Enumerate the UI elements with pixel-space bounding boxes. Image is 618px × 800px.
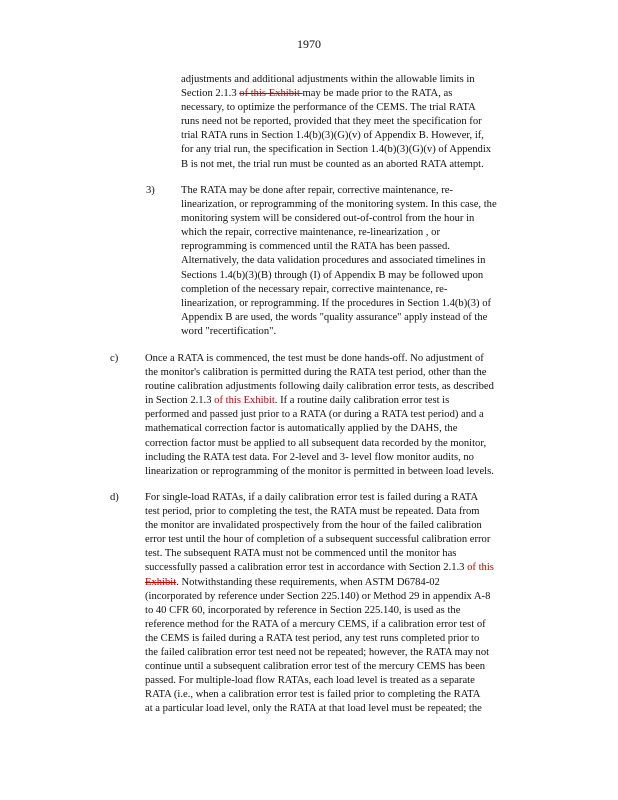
text-line xyxy=(145,632,536,646)
text-run: continue until a subsequent calibration error test of the mercury CEMS has been xyxy=(145,661,486,673)
text-run: at a particular load level, only the RATA at that load level must be repeated; the xyxy=(145,703,482,715)
item-c-marker: c) xyxy=(110,353,119,364)
text-run: which the repair, corrective maintenance, re-linearization , or xyxy=(181,227,440,239)
text-run: linearization, or reprogramming of the monitoring system. In this case, the xyxy=(181,199,497,211)
text-line xyxy=(181,212,534,226)
text-run: the monitor are invalidated prospectively from the hour of the failed calibration xyxy=(145,520,482,532)
text-line xyxy=(181,115,530,129)
text-line xyxy=(181,254,534,268)
text-line xyxy=(145,547,536,561)
text-run: reference method for the RATA of a mercury CEMS, if a calibration error test of xyxy=(145,618,486,630)
text-line xyxy=(145,451,536,465)
text-line xyxy=(181,87,530,101)
text-run: necessary, to optimize the performance of the CEMS. The trial RATA xyxy=(181,102,476,114)
text-run: The RATA may be done after repair, corrective maintenance, re- xyxy=(181,185,453,196)
item-d-marker: d) xyxy=(110,492,119,503)
text-line xyxy=(181,184,534,198)
text-line xyxy=(181,240,534,254)
text-run: . Notwithstanding these requirements, when ASTM D6784-02 xyxy=(176,576,440,588)
text-run: the monitor's calibration is permitted during the RATA test period, other than the xyxy=(145,367,487,379)
text-line xyxy=(145,618,536,632)
item-c-paragraph xyxy=(145,352,536,479)
text-run: Section 2.1.3 xyxy=(181,88,240,100)
text-run: Appendix B are used, the words "quality assurance" apply instead of the xyxy=(181,311,488,323)
text-line xyxy=(145,688,536,702)
text-run: to 40 CFR 60, incorporated by reference in Section 225.140, is used as the xyxy=(145,604,461,616)
text-line xyxy=(145,660,536,674)
text-line xyxy=(181,269,534,283)
text-line xyxy=(181,101,530,115)
text-run: performed and passed just prior to a RATA (or during a RATA test period) and a xyxy=(145,409,484,421)
text-run: monitoring system will be considered out-of-control from the hour in xyxy=(181,213,475,225)
text-run: RATA (i.e., when a calibration error test is failed prior to completing the RATA xyxy=(145,689,481,701)
text-run: error test until the hour of completion of a subsequent successful calibration error xyxy=(145,534,491,546)
text-line xyxy=(145,702,536,716)
text-line xyxy=(145,422,536,436)
inserted-text: of this xyxy=(467,562,494,574)
item-d-paragraph xyxy=(145,491,536,717)
text-line xyxy=(181,129,530,143)
text-run: Alternatively, the data validation procedures and associated timelines in xyxy=(181,255,486,267)
text-line xyxy=(145,352,536,366)
text-run: word "recertification". xyxy=(181,325,277,337)
text-line xyxy=(181,143,530,157)
text-run: reprogramming is commenced until the RATA has been passed. xyxy=(181,241,450,253)
text-line xyxy=(181,226,534,240)
inserted-text: of this Exhibit xyxy=(214,395,275,407)
text-run: linearization, or reprogramming. If the procedures in Section 1.4(b)(3) of xyxy=(181,297,492,309)
item-3-marker: 3) xyxy=(146,185,155,196)
item-3-paragraph xyxy=(181,184,534,339)
struck-text: of this Exhibit xyxy=(239,88,303,100)
text-run: mathematical correction factor is automatically applied by the DAHS, the xyxy=(145,423,458,435)
text-run: correction factor must be applied to all subsequent data recorded by the monitor, xyxy=(145,437,487,449)
text-run: successfully passed a calibration error test in accordance with Section 2.1.3 xyxy=(145,562,468,574)
text-line xyxy=(181,283,534,297)
text-line xyxy=(145,437,536,451)
text-line xyxy=(145,491,536,505)
text-line xyxy=(145,380,536,394)
page-number: 1970 xyxy=(297,37,321,51)
text-line xyxy=(145,604,536,618)
text-run: test. The subsequent RATA must not be commenced until the monitor has xyxy=(145,548,457,560)
text-line xyxy=(145,519,536,533)
text-line xyxy=(145,646,536,660)
text-line xyxy=(181,198,534,212)
text-run: B is not met, the trial run must be counted as an aborted RATA attempt. xyxy=(181,158,484,170)
text-run: Once a RATA is commenced, the test must be done hands-off. No adjustment of xyxy=(145,353,484,364)
text-run: trial RATA runs in Section 1.4(b)(3)(G)(v) of Appendix B. However, if, xyxy=(181,130,484,142)
text-run: (incorporated by reference under Section 225.140) or Method 29 in appendix A-8 xyxy=(145,590,491,602)
text-run: For single-load RATAs, if a daily calibration error test is failed during a RATA xyxy=(145,492,479,503)
text-line xyxy=(181,311,534,325)
text-run: passed. For multiple-load flow RATAs, each load level is treated as a separate xyxy=(145,675,475,687)
text-line xyxy=(145,394,536,408)
text-line xyxy=(145,366,536,380)
text-run: the CEMS is failed during a RATA test period, any test runs completed prior to xyxy=(145,632,480,644)
text-run: linearization or reprogramming of the monitor is permitted in between load levels. xyxy=(145,465,494,477)
text-run: routine calibration adjustments following daily calibration error tests, as described xyxy=(145,381,494,393)
text-line xyxy=(181,325,534,339)
text-line xyxy=(181,73,530,87)
text-run: including the RATA test data. For 2-level and 3- level flow monitor audits, no xyxy=(145,451,474,463)
text-run: completion of the necessary repair, corrective maintenance, re- xyxy=(181,283,448,295)
struck-text: Exhibit xyxy=(145,576,177,588)
text-run: runs need not be reported, provided that they meet the specification for xyxy=(181,116,482,128)
text-line xyxy=(145,674,536,688)
text-line xyxy=(145,408,536,422)
text-line xyxy=(145,561,536,575)
text-line xyxy=(145,465,536,479)
text-line xyxy=(181,158,530,172)
text-run: in Section 2.1.3 xyxy=(145,395,215,407)
text-run: adjustments and additional adjustments within the allowable limits in xyxy=(181,74,475,85)
text-line xyxy=(145,590,536,604)
text-line xyxy=(145,533,536,547)
text-line xyxy=(145,505,536,519)
text-line xyxy=(181,297,534,311)
text-run: . If a routine daily calibration error test is xyxy=(274,395,450,407)
text-run: may be made prior to the RATA, as xyxy=(302,88,453,100)
text-run: Sections 1.4(b)(3)(B) through (I) of Appendix B may be followed upon xyxy=(181,269,484,281)
text-run: for any trial run, the specification in Section 1.4(b)(3)(G)(v) of Appendix xyxy=(181,144,492,156)
text-run: test period, prior to completing the test, the RATA must be repeated. Data from xyxy=(145,506,480,518)
continued-paragraph xyxy=(181,73,530,172)
text-run: the failed calibration error test need not be repeated; however, the RATA may not xyxy=(145,647,490,659)
text-line xyxy=(145,576,536,590)
